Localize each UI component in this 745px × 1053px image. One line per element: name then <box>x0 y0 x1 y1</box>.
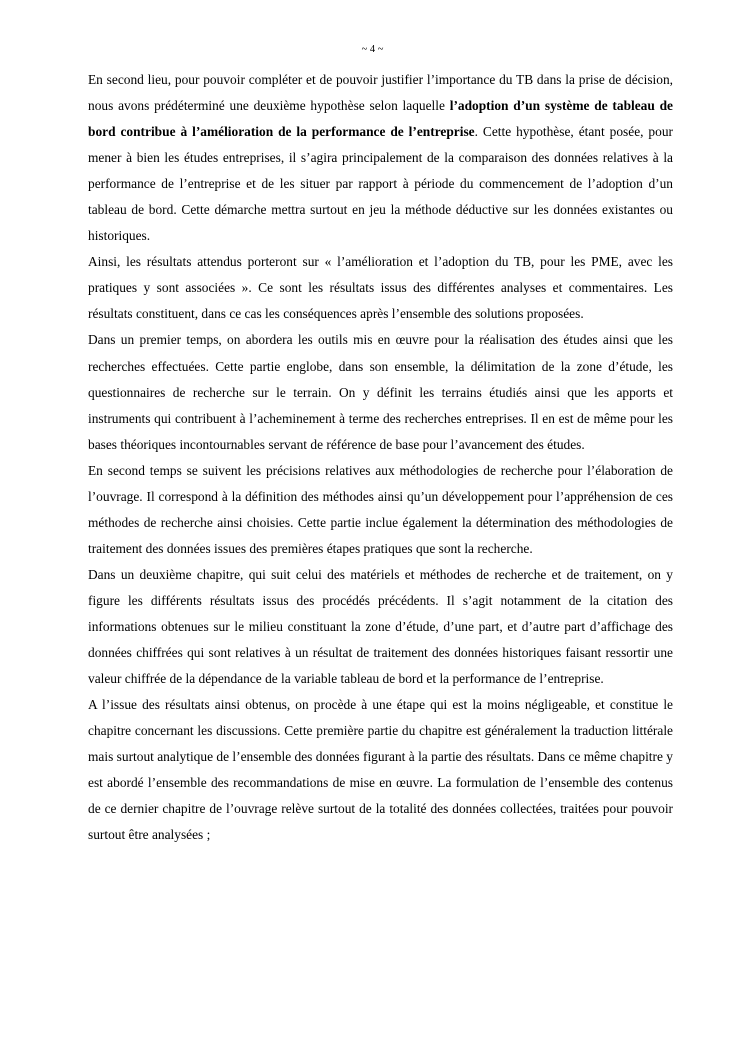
paragraph-second-part: En second temps se suivent les précisions relatives aux méthodologies de recherche pour l’élaboration de l’ouvrage. Il correspond à la définition des méthodes ainsi qu’un développement pour l’appréhension de ces méthodes de recherche ainsi choisies. Cette partie inclue également la détermination des méthodologies de traitement des données issues des premières étapes pratiques que sont la recherche. <box>88 462 673 556</box>
page-number: ~ 4 ~ <box>361 44 384 55</box>
paragraph-expected-results: Ainsi, les résultats attendus porteront sur « l’amélioration et l’adoption du TB, pour les PME, avec les pratiques y sont associées ». Ce sont les résultats issus des différentes analyses et commentaires. Les résultats constituent, dans ce cas les conséquences après l’ensemble des solutions proposées. <box>88 254 673 322</box>
paragraph-hypothesis-intro: En second lieu, pour pouvoir compléter et de pouvoir justifier l’importance du TB dans la prise de décision, nous avons prédéterminé une deuxième hypothèse selon laquelle <box>88 72 673 114</box>
paragraph-second-chapter: Dans un deuxième chapitre, qui suit celui des matériels et méthodes de recherche et de traitement, on y figure les différents résultats issus des procédés précédents. Il s’agit notamment de la citation des informations obtenues sur le milieu constituant la zone d’étude, d’une part, et d’autre part d’affichage des données chiffrées qui sont relatives à un résultat de traitement des données historiques faisant ressortir une valeur chiffrée de la dépendance de la variable tableau de bord et la performance de l’entreprise. <box>88 566 673 687</box>
hypothesis-statement: l’adoption d’un système de tableau de bord contribue à l’amélioration de la performance de l’entreprise <box>88 98 673 140</box>
paragraph-hypothesis-rest: . Cette hypothèse, étant posée, pour mener à bien les études entreprises, il s’agira principalement de la comparaison des données relatives à la performance de l’entreprise et de les situer par rapport à période du commencement de l’adoption d’un tableau de bord. Cette démarche mettra surtout en jeu la méthode déductive sur les données existantes ou historiques. <box>88 124 673 244</box>
paragraph-first-part: Dans un premier temps, on abordera les outils mis en œuvre pour la réalisation des études ainsi que les recherches effectuées. Cette partie englobe, dans son ensemble, la délimitation de la zone d’étude, les questionnaires de recherche sur le terrain. On y définit les terrains étudiés ainsi que les apports et instruments qui contribuent à l’acheminement à terme des recherches entreprises. Il en est de même pour les bases théoriques incontournables servant de référence de base pour l’avancement des études. <box>88 332 673 452</box>
document-body <box>88 67 673 848</box>
paragraph-hypothesis <box>88 67 673 249</box>
paragraph-discussion: A l’issue des résultats ainsi obtenus, on procède à une étape qui est la moins négligeable, et constitue le chapitre concernant les discussions. Cette première partie du chapitre est généralement la traduction littérale mais surtout analytique de l’ensemble des données figurant à la partie des résultats. Dans ce même chapitre y est abordé l’ensemble des recommandations de mise en œuvre. La formulation de l’ensemble des contenus de ce dernier chapitre de l’ouvrage relève surtout de la totalité des données collectées, traitées pour pouvoir surtout être analysées ; <box>88 697 673 843</box>
